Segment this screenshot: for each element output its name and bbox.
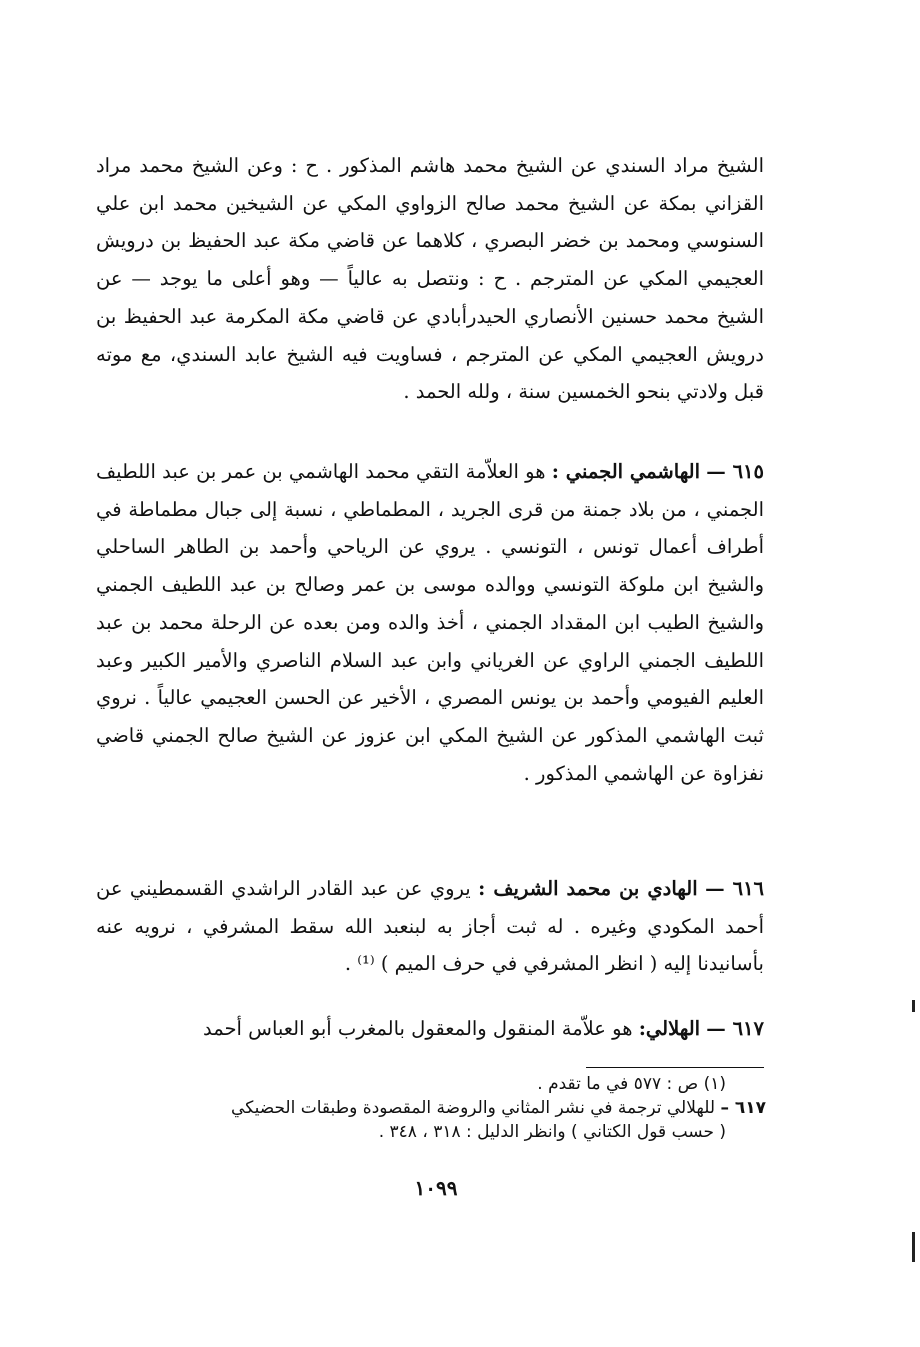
page-number: ١٠٩٩: [414, 1176, 458, 1200]
entry-617-number: ٦١٧ —: [706, 1017, 764, 1040]
scan-edge-mark: [912, 1000, 915, 1012]
entry-616-heading: الهادي بن محمد الشريف :: [478, 877, 698, 900]
footnote-divider: [586, 1067, 764, 1068]
footnote-1: (١) ص : ٥٧٧ في ما تقدم .: [537, 1074, 726, 1094]
scan-edge-mark: [912, 1232, 915, 1262]
entry-615-text: هو العلاّمة التقي محمد الهاشمي بن عمر بن عبد اللطيف الجمني ، من بلاد جمنة من قرى الجريد ، المطماطي ، نسبة إلى جبال مطماطة في أطراف أعمال تونس ، التونسي . يروي عن الرياحي وأحمد بن الطاهر الساحلي والشيخ ابن ملوكة التونسي ووالده موسى بن عمر وصالح بن عبد اللطيف الجمني والشيخ الطيب ابن المقداد الجمني ، أخذ والده ومن بعده عن الرحلة محمد بن عبد اللطيف الجمني الراوي عن الغرياني وابن عبد السلام الناصري والأمير الكبير وعبد العليم الفيومي وأحمد بن يونس المصري ، الأخير عن الحسن العجيمي عالياً . نروي ثبت الهاشمي المذكور عن الشيخ المكي ابن عزوز عن الشيخ صالح الجمني قاضي نفزاوة عن الهاشمي المذكور .: [96, 460, 764, 785]
entry-615-number: ٦١٥ —: [706, 460, 764, 483]
entry-615-heading: الهاشمي الجمني :: [551, 460, 701, 483]
entry-616-number: ٦١٦ —: [705, 877, 765, 900]
footnote-617-line2: ( حسب قول الكتاني ) وانظر الدليل : ٣١٨ ، ٣٤٨ .: [378, 1122, 726, 1142]
entry-616: [96, 870, 764, 983]
footnote-617-line1: للهلالي ترجمة في نشر المثاني والروضة المقصودة وطبقات الحضيكي: [231, 1098, 716, 1118]
footnote-617-number: ٦١٧ –: [720, 1098, 766, 1118]
paragraph-continuation: الشيخ مراد السندي عن الشيخ محمد هاشم المذكور . ح : وعن الشيخ محمد مراد القزاني بمكة عن الشيخ محمد صالح الزواوي المكي عن الشيخين محمد ابن علي السنوسي ومحمد بن خضر البصري ، كلاهما عن قاضي مكة عبد الحفيظ بن درويش العجيمي المكي عن المترجم . ح : ونتصل به عالياً — وهو أعلى ما يوجد — عن الشيخ محمد حسنين الأنصاري الحيدرأبادي عن قاضي مكة المكرمة عبد الحفيظ بن درويش العجيمي المكي عن المترجم ، فساويت فيه الشيخ عابد السندي، مع موته قبل ولادتي بنحو الخمسين سنة ، ولله الحمد .: [96, 154, 764, 404]
entry-617-heading: الهلالي:: [638, 1017, 701, 1040]
entry-615: [96, 453, 764, 792]
entry-616-text: يروي عن عبد القادر الراشدي القسمطيني عن أحمد المكودي وغيره . له ثبت أجاز به لبنعبد الله سقط المشرفي ، نرويه عنه بأسانيدنا إليه ( انظر المشرفي في حرف الميم ) ⁽¹⁾ .: [96, 877, 764, 976]
entry-617-text: هو علاّمة المنقول والمعقول بالمغرب أبو العباس أحمد: [202, 1017, 633, 1040]
footnote-617: [231, 1098, 766, 1118]
entry-617: [96, 1010, 764, 1048]
footnotes: [180, 1072, 766, 1144]
